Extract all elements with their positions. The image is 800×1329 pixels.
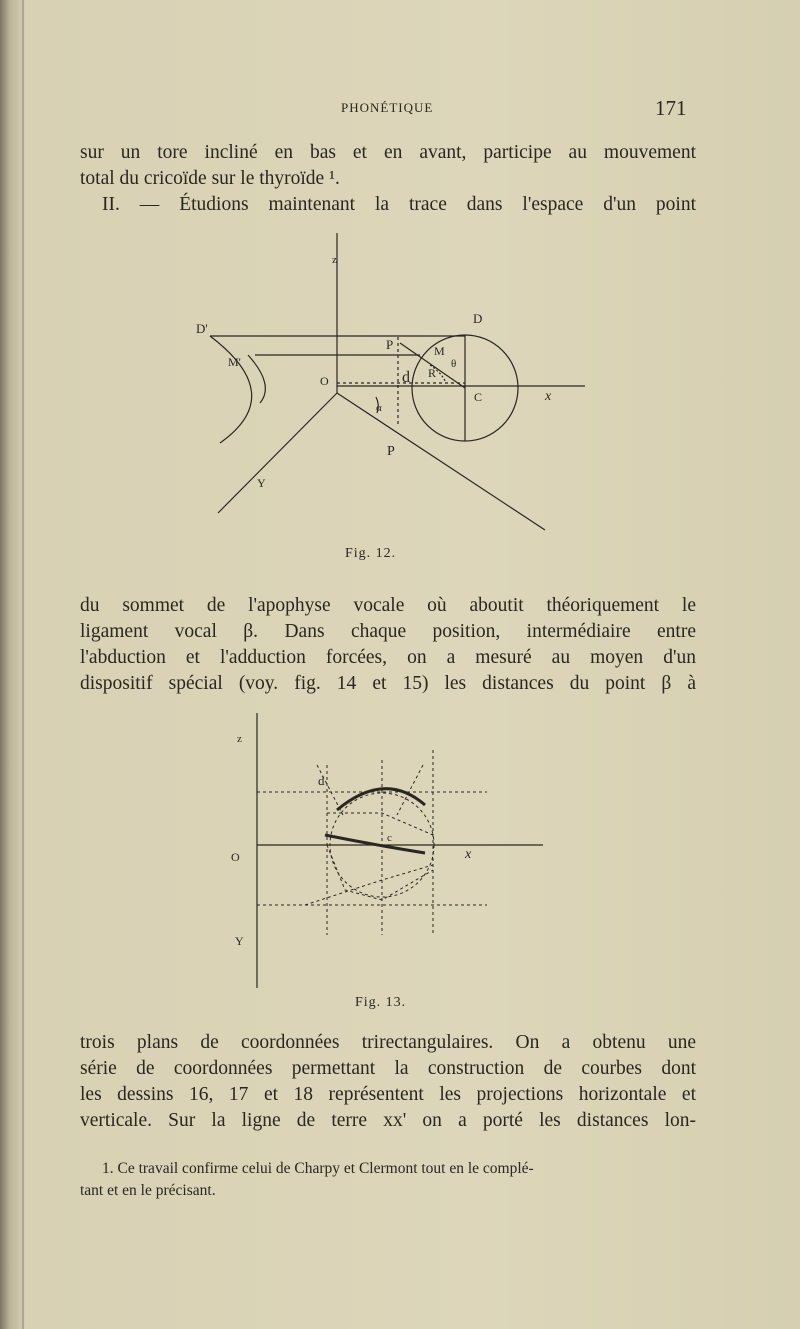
label-D: D [473, 311, 483, 326]
arc-left [210, 336, 252, 443]
label-z: z [332, 254, 337, 266]
text-line: II. — Étudions maintenant la trace dans l'espace d'un point [102, 194, 696, 215]
page-gutter [22, 0, 24, 1329]
label-C: C [474, 390, 483, 404]
text-line: sur un tore incliné en bas et en avant, participe au mouvement [80, 142, 696, 163]
text-line: les dessins 16, 17 et 18 représentent les projections horizontale et [80, 1084, 696, 1105]
oblique-line [337, 393, 545, 530]
text-line: trois plans de coordonnées trirectangulaires. On a obtenu une [80, 1032, 696, 1053]
label-x: x [465, 847, 472, 862]
label-theta: θ [451, 358, 457, 370]
label-M-prime: M' [228, 355, 241, 369]
running-header [0, 96, 800, 124]
curve-lower [325, 835, 425, 853]
paragraph-3 [80, 1030, 696, 1134]
label-p-lower: P [387, 444, 395, 459]
label-D-prime: D' [196, 321, 208, 336]
label-d: d [402, 369, 410, 386]
label-x: x [545, 389, 552, 404]
figure-12-drawing [180, 225, 600, 545]
label-d: d [318, 773, 325, 788]
paragraph-1 [80, 140, 696, 218]
label-P-upper: P [386, 337, 394, 352]
label-z: z [237, 733, 242, 745]
label-R: R [428, 366, 437, 380]
label-alpha: α [376, 402, 382, 414]
label-O: O [231, 850, 240, 864]
page-number: 171 [655, 96, 687, 120]
arc-left-small [248, 355, 265, 403]
dashed-lower [327, 845, 433, 900]
footnote-line: 1. Ce travail confirme celui de Charpy et Clermont tout en le complé- [102, 1160, 534, 1177]
label-Y: Y [257, 476, 266, 490]
text-line: total du cricoïde sur le thyroïde ¹. [80, 168, 340, 189]
label-O: O [320, 374, 329, 388]
dashed-diag [305, 865, 433, 905]
y-axis [218, 393, 337, 513]
text-line: ligament vocal β. Dans chaque position, intermédiaire entre [80, 621, 696, 642]
text-line: dispositif spécial (voy. fig. 14 et 15) les distances du point β à [80, 673, 696, 694]
figure-12-caption: Fig. 12. [345, 546, 397, 561]
figure-13-caption: Fig. 13. [355, 995, 407, 1010]
figure-13 [225, 705, 555, 995]
label-Y: Y [235, 934, 244, 948]
figure-13-drawing [225, 705, 555, 995]
text-line: l'abduction et l'adduction forcées, on a mesuré au moyen d'un [80, 647, 696, 668]
running-title: PHONÉTIQUE [341, 100, 434, 115]
text-line: verticale. Sur la ligne de terre xx' on a porté les distances lon- [80, 1110, 696, 1131]
label-M: M [434, 344, 445, 358]
footnote-line: tant et en le précisant. [80, 1182, 216, 1199]
figure-12 [180, 225, 600, 545]
dashed-quad [327, 813, 433, 835]
label-c: c [387, 832, 392, 844]
text-line: série de coordonnées permettant la construction de courbes dont [80, 1058, 696, 1079]
paragraph-2 [80, 593, 696, 697]
footnote [80, 1158, 696, 1202]
curve-upper [337, 789, 425, 810]
text-line: du sommet de l'apophyse vocale où aboutit théoriquement le [80, 595, 696, 616]
